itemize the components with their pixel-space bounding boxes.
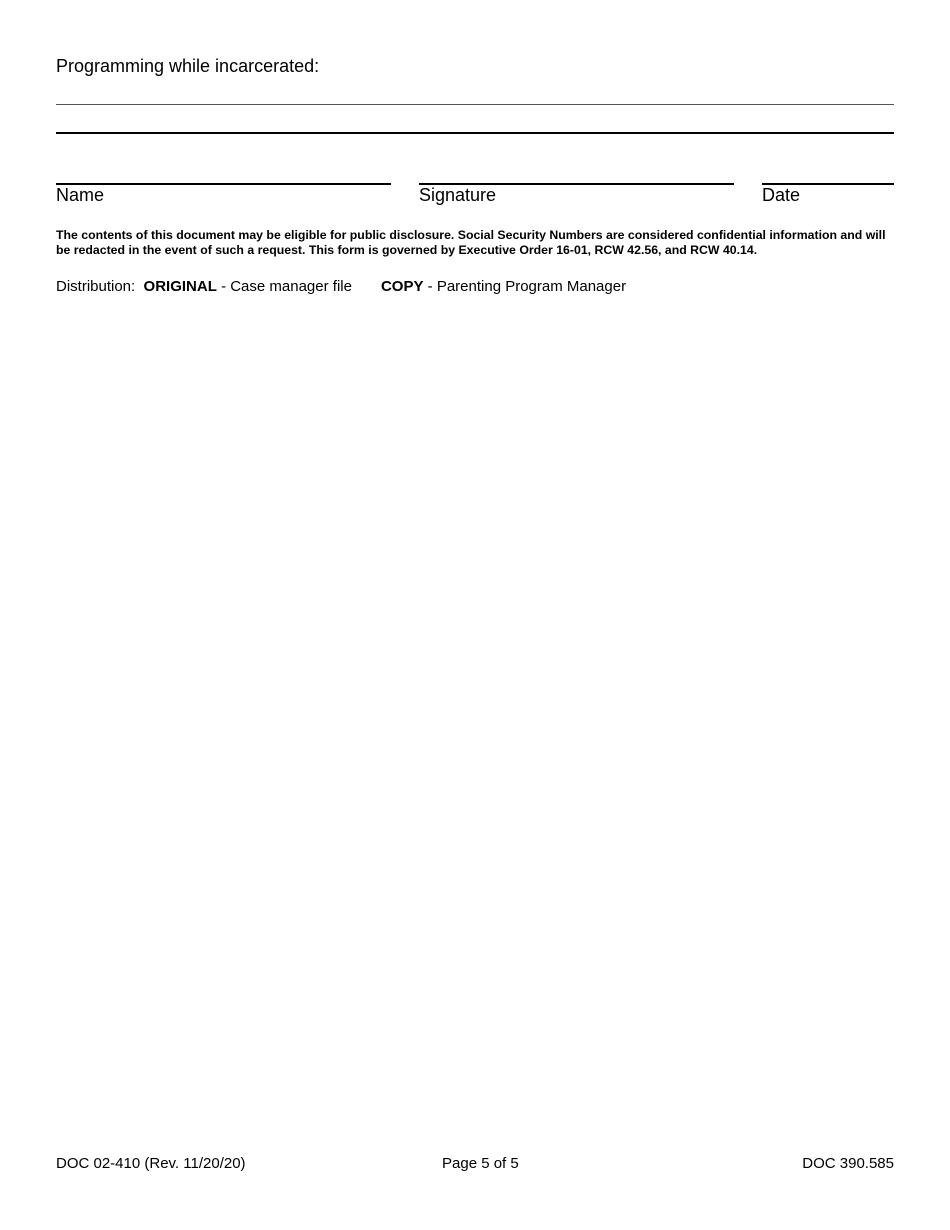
footer-form-number: DOC 02-410 (Rev. 11/20/20) (56, 1155, 246, 1172)
distribution-line (56, 278, 626, 295)
distribution-prefix: Distribution: (56, 278, 136, 295)
date-label: Date (762, 185, 801, 205)
distribution-copy-text: - Parenting Program Manager (427, 278, 627, 295)
name-label: Name (56, 185, 105, 205)
programming-answer-line-1[interactable] (56, 104, 894, 105)
distribution-original-text: - Case manager file (221, 278, 352, 295)
public-disclosure-notice: The contents of this document may be eligible for public disclosure. Social Security Numbers are considered confidential information and will be redacted in the event of such a request. This form is governed by Executive Order 16-01, RCW 42.56, and RCW 40.14. (56, 228, 886, 257)
name-line[interactable] (56, 183, 391, 185)
programming-label: Programming while incarcerated: (56, 56, 320, 76)
signature-label: Signature (419, 185, 497, 205)
footer-page-number: Page 5 of 5 (442, 1155, 519, 1172)
footer-policy-number: DOC 390.585 (802, 1155, 894, 1172)
distribution-original-label: ORIGINAL (143, 278, 217, 295)
programming-answer-line-2[interactable] (56, 132, 894, 134)
distribution-copy-label: COPY (380, 278, 424, 295)
